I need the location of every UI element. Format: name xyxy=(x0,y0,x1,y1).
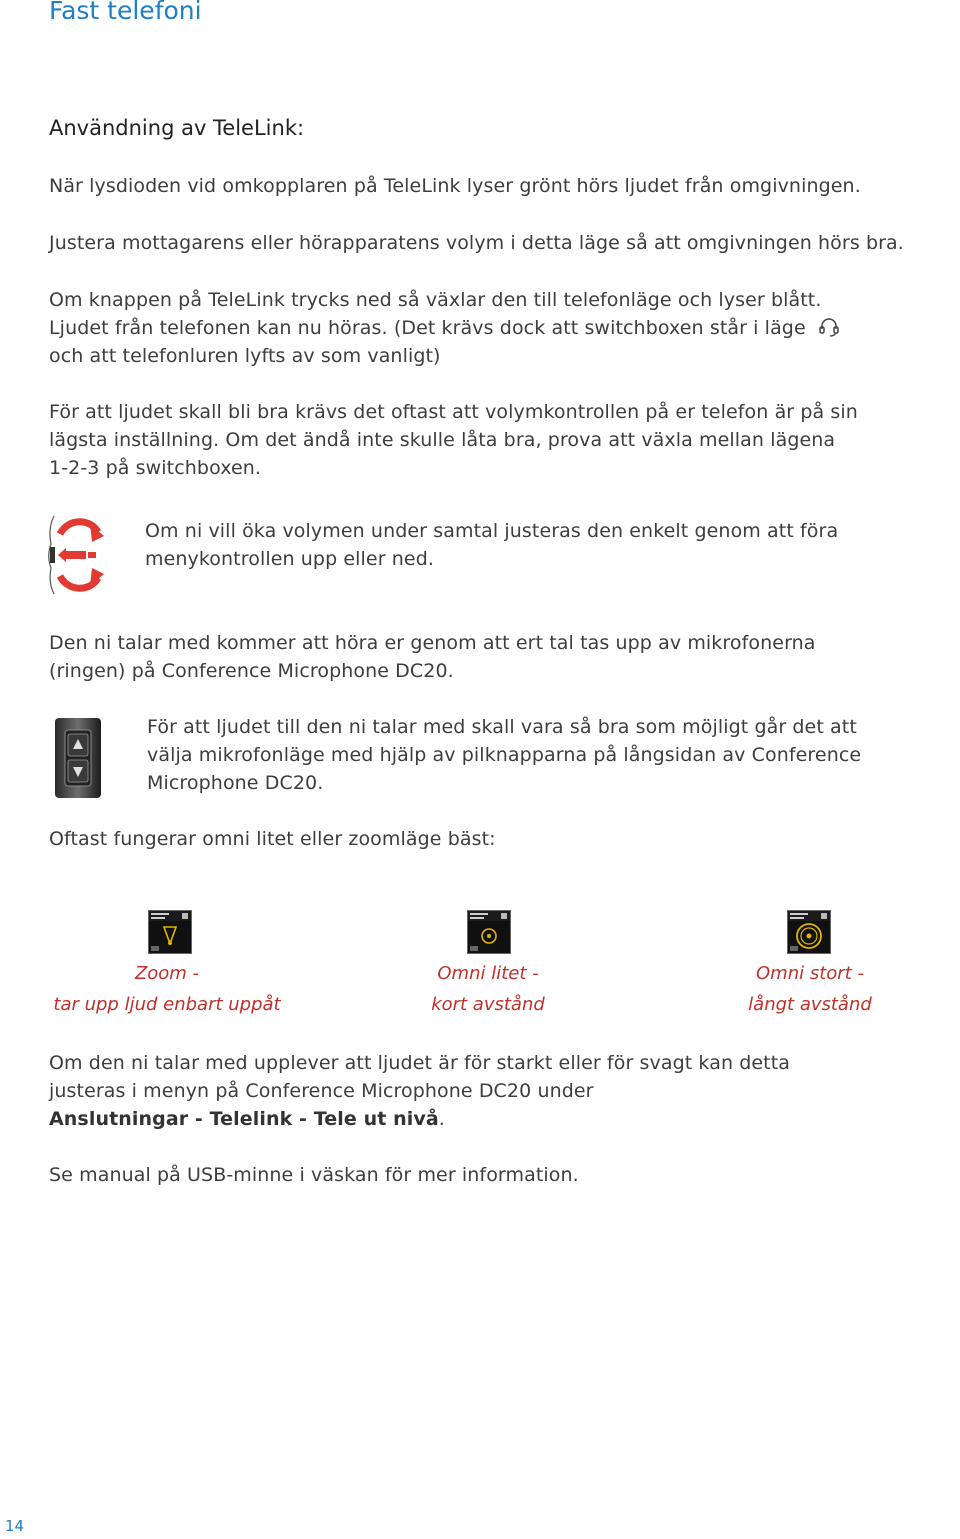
paragraph-line xyxy=(49,314,929,342)
mode-caption-desc: långt avstånd xyxy=(748,994,872,1015)
mode-caption-zoom xyxy=(27,958,307,1020)
paragraph-line: och att telefonluren lyfts av som vanligt) xyxy=(49,345,441,367)
mode-caption-omni-large xyxy=(670,958,950,1020)
zoom-mode-icon xyxy=(148,910,192,954)
paragraph-line: lägsta inställning. Om det ändå inte skulle låta bra, prova att växla mellan lägena xyxy=(49,429,836,451)
paragraph-led-green: När lysdioden vid omkopplaren på TeleLink lyser grönt hörs ljudet från omgivningen. xyxy=(49,175,861,197)
mode-caption-title: Omni litet - xyxy=(437,963,539,984)
menu-control-rotate-icon xyxy=(46,514,106,596)
paragraph-best-modes: Oftast fungerar omni litet eller zoomläge bäst: xyxy=(49,828,496,850)
paragraph-phone-mode xyxy=(49,286,929,370)
paragraph-line: Den ni talar med kommer att höra er genom att ert tal tas upp av mikrofonerna xyxy=(49,632,816,654)
paragraph-line: (ringen) på Conference Microphone DC20. xyxy=(49,660,454,682)
omni-large-mode-icon xyxy=(787,910,831,954)
paragraph-adjust-volume: Justera mottagarens eller hörapparatens volym i detta läge så att omgivningen hörs bra. xyxy=(49,232,904,254)
paragraph-line: 1-2-3 på switchboxen. xyxy=(49,457,262,479)
paragraph-line: Om den ni talar med upplever att ljudet är för starkt eller för svagt kan detta xyxy=(49,1052,791,1074)
arrow-buttons-device-icon xyxy=(55,718,101,798)
paragraph-end: . xyxy=(438,1108,445,1130)
paragraph-line-text: Ljudet från telefonen kan nu höras. (Det krävs dock att switchboxen står i läge xyxy=(49,317,806,339)
paragraph-microphone-mode xyxy=(147,713,937,797)
paragraph-line xyxy=(49,1105,929,1133)
mode-caption-title: Omni stort - xyxy=(756,963,864,984)
paragraph-line: Om knappen på TeleLink trycks ned så växlar den till telefonläge och lyser blått. xyxy=(49,289,822,311)
mode-caption-omni-small xyxy=(348,958,628,1020)
mode-caption-desc: kort avstånd xyxy=(431,994,545,1015)
paragraph-microphones xyxy=(49,629,929,685)
paragraph-line: välja mikrofonläge med hjälp av pilknapparna på långsidan av Conference xyxy=(147,744,862,766)
paragraph-line: justeras i menyn på Conference Microphone DC20 under xyxy=(49,1080,594,1102)
paragraph-output-level xyxy=(49,1049,929,1133)
headset-icon xyxy=(818,317,840,337)
paragraph-volume-control xyxy=(49,398,929,482)
paragraph-increase-volume xyxy=(145,517,935,573)
menu-path: Anslutningar - Telelink - Tele ut nivå xyxy=(49,1108,439,1130)
paragraph-manual: Se manual på USB-minne i väskan för mer information. xyxy=(49,1164,579,1186)
paragraph-line: menykontrollen upp eller ned. xyxy=(145,548,434,570)
paragraph-line: För att ljudet till den ni talar med skall vara så bra som möjligt går det att xyxy=(147,716,857,738)
paragraph-line: För att ljudet skall bli bra krävs det oftast att volymkontrollen på er telefon är på sin xyxy=(49,401,858,423)
omni-small-mode-icon xyxy=(467,910,511,954)
section-heading: Användning av TeleLink: xyxy=(49,116,305,140)
paragraph-line: Microphone DC20. xyxy=(147,772,324,794)
page-title: Fast telefoni xyxy=(49,0,202,25)
paragraph-line: Om ni vill öka volymen under samtal justeras den enkelt genom att föra xyxy=(145,520,839,542)
mode-caption-title: Zoom - xyxy=(134,963,200,984)
mode-caption-desc: tar upp ljud enbart uppåt xyxy=(53,994,281,1015)
page-number: 14 xyxy=(5,1517,25,1535)
